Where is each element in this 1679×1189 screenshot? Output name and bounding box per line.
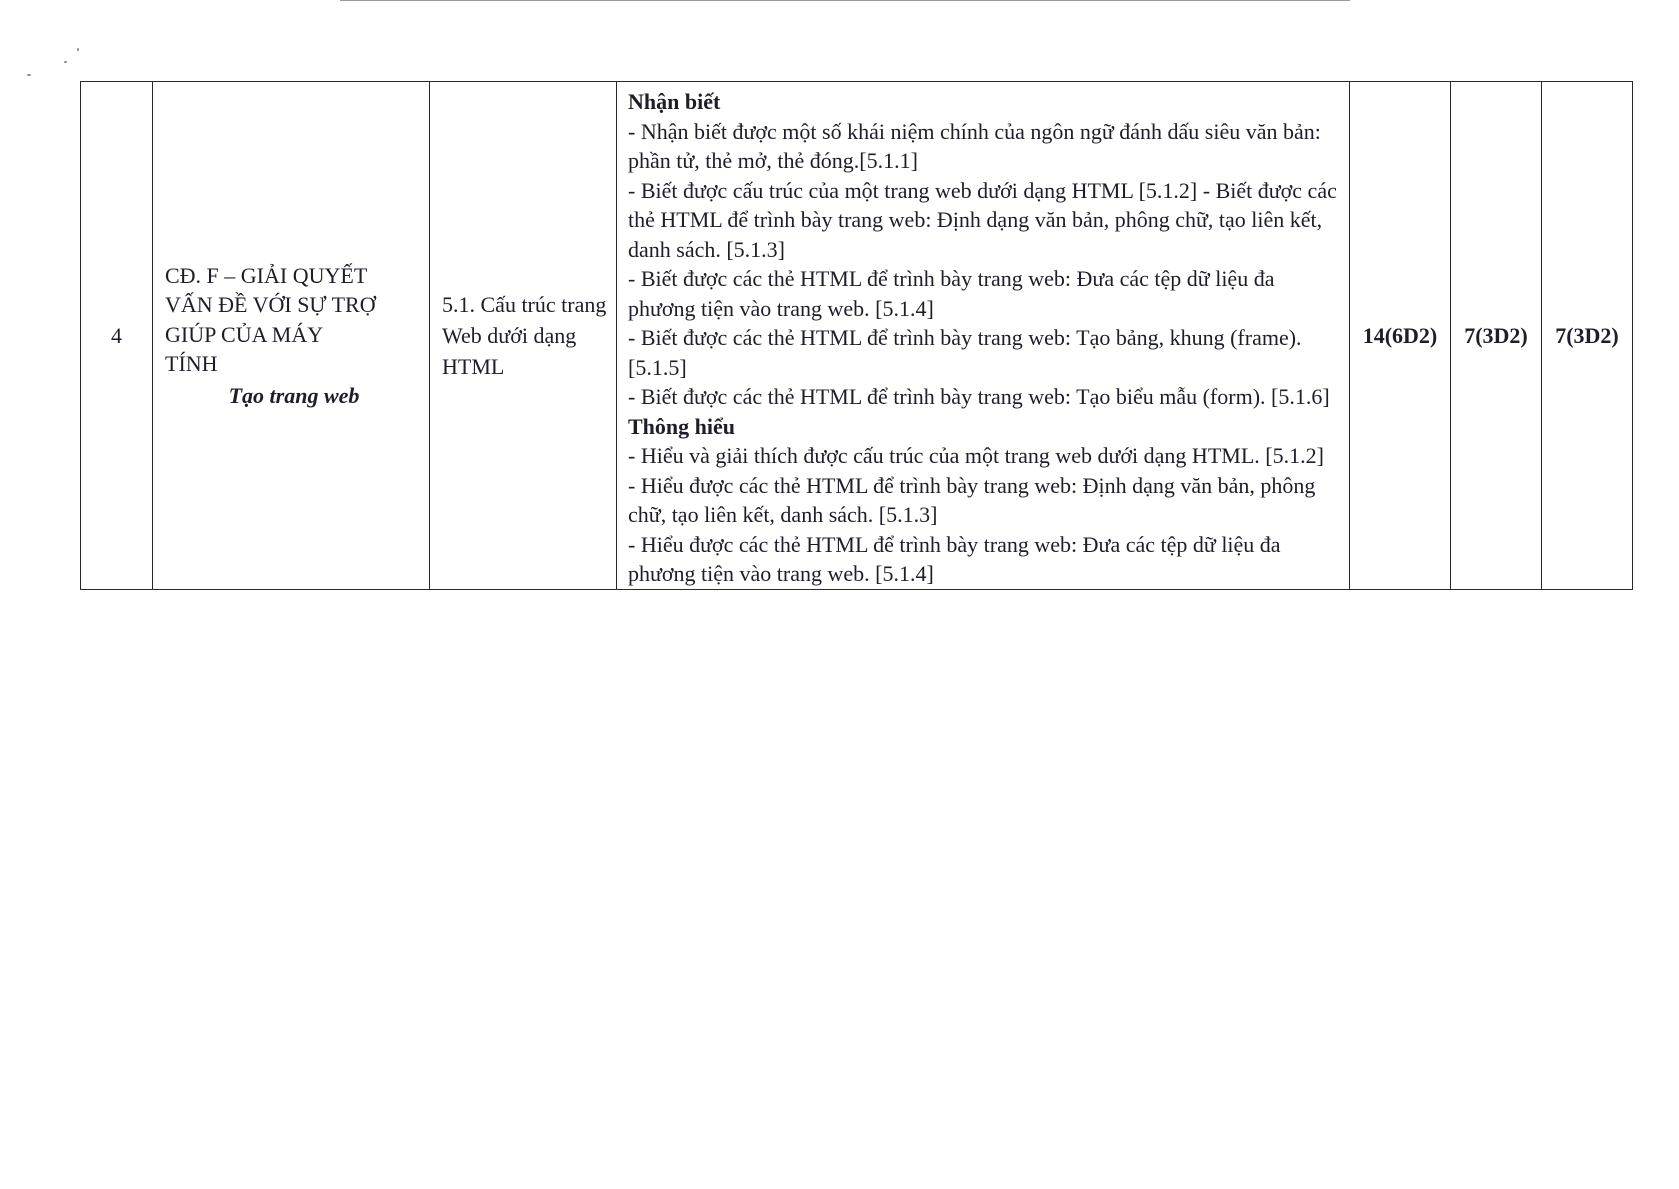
count-cell-understand: 7(3D2) bbox=[1451, 82, 1542, 590]
scan-speck bbox=[27, 74, 31, 76]
topic-cell bbox=[153, 82, 430, 590]
requirements-cell bbox=[617, 82, 1350, 590]
requirement-item: - Biết được cấu trúc của một trang web dưới dạng HTML [5.1.2] - Biết được các thẻ HTML để trình bày trang web: Định dạng văn bản, phông chữ, tạo liên kết, danh sách. [5.1.3] bbox=[628, 177, 1337, 262]
topic-line: CĐ. F – GIẢI QUYẾT bbox=[165, 262, 368, 288]
topic-subtitle: Tạo trang web bbox=[228, 382, 360, 408]
requirement-item: - Biết được các thẻ HTML để trình bày trang web: Đưa các tệp dữ liệu đa phương tiện vào trang web. [5.1.4] bbox=[628, 266, 1275, 321]
topic-line: VẤN ĐỀ VỚI SỰ TRỢ bbox=[165, 292, 376, 317]
topic-line: GIÚP CỦA MÁY bbox=[165, 321, 324, 347]
requirement-item: - Nhận biết được một số khái niệm chính của ngôn ngữ đánh dấu siêu văn bản: phần tử, thẻ mở, thẻ đóng.[5.1.1] bbox=[628, 118, 1321, 173]
unit-cell bbox=[430, 82, 617, 590]
scan-speck bbox=[64, 61, 67, 63]
row-number: 4 bbox=[81, 82, 153, 590]
requirement-item: - Hiểu và giải thích được cấu trúc của một trang web dưới dạng HTML. [5.1.2] bbox=[628, 443, 1324, 468]
level-heading: Nhận biết bbox=[628, 89, 721, 114]
requirement-item: - Biết được các thẻ HTML để trình bày trang web: Tạo bảng, khung (frame). [5.1.5] bbox=[628, 325, 1302, 380]
requirement-item: - Biết được các thẻ HTML để trình bày trang web: Tạo biểu mẫu (form). [5.1.6] bbox=[628, 384, 1330, 409]
table-row bbox=[81, 82, 1633, 590]
count-cell-apply: 7(3D2) bbox=[1542, 82, 1633, 590]
count-cell-recognize: 14(6D2) bbox=[1350, 82, 1451, 590]
requirement-item: - Hiểu được các thẻ HTML để trình bày trang web: Định dạng văn bản, phông chữ, tạo liên kết, danh sách. [5.1.3] bbox=[628, 472, 1316, 527]
scan-speck bbox=[77, 48, 79, 51]
requirement-item: - Hiểu được các thẻ HTML để trình bày trang web: Đưa các tệp dữ liệu đa phương tiện vào trang web. [5.1.4] bbox=[628, 531, 1281, 586]
level-heading: Thông hiểu bbox=[628, 413, 735, 439]
unit-title: 5.1. Cấu trúc trang Web dưới dạng HTML bbox=[442, 291, 607, 379]
specification-table bbox=[80, 81, 1633, 590]
topic-line: TÍNH bbox=[165, 351, 218, 376]
top-rule bbox=[340, 0, 1350, 1]
